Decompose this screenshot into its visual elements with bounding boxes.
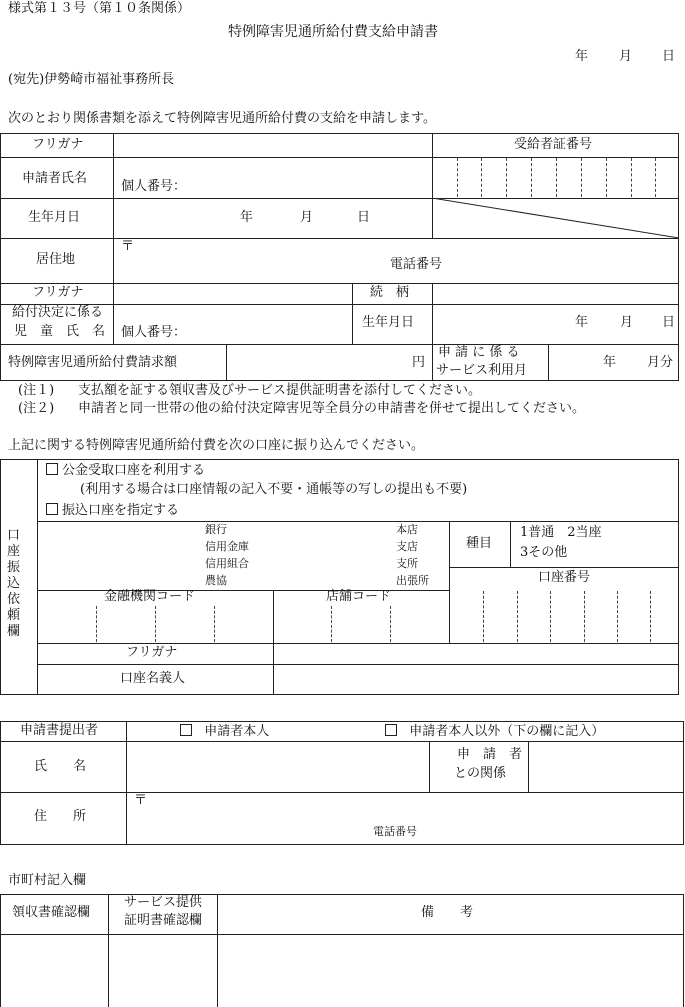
applicant-birth-label: 生年月日 (28, 210, 81, 225)
date-day: 日 (662, 49, 676, 64)
yen-unit: 円 (412, 355, 426, 370)
municipal-table (0, 894, 684, 1007)
branch-code-label: 店舗コード (326, 589, 392, 604)
relation-label-2: との関係 (454, 766, 507, 781)
branch-type-branch: 支店 (396, 540, 418, 553)
inst-type-nokyo: 農協 (205, 574, 227, 587)
date-year: 年 (575, 49, 589, 64)
submitter-self[interactable] (180, 724, 269, 740)
checkbox-submitter-self[interactable] (180, 724, 192, 736)
branch-type-head: 本店 (396, 523, 418, 536)
inst-type-bank: 銀行 (205, 523, 227, 536)
form-title: 特例障害児通所給付費支給申請書 (228, 24, 438, 40)
inst-type-shinkin: 信用金庫 (205, 540, 249, 553)
child-name-label-2: 児 童 氏 名 (14, 324, 106, 339)
addressee: (宛先)伊勢崎市福祉事務所長 (8, 72, 175, 87)
checkbox-submitter-other[interactable] (385, 724, 397, 736)
municipal-heading: 市町村記入欄 (8, 873, 87, 888)
intro-text: 次のとおり関係書類を添えて特例障害児通所給付費の支給を申請します。 (8, 111, 436, 126)
diagonal-strike (432, 198, 679, 238)
note-1-text: 支払額を証する領収書及びサービス提供証明書を添付してください。 (78, 383, 482, 398)
relation-label: 続 柄 (370, 285, 410, 300)
account-kind-options-2: 3その他 (520, 545, 568, 560)
service-cert-check-label-1: サービス提供 (124, 895, 203, 910)
applicant-birth-month: 月 (300, 210, 314, 225)
applicant-personal-no-label: 個人番号： (121, 179, 187, 194)
account-number-label: 口座番号 (538, 570, 591, 585)
opt-public-account-note: (利用する場合は口座情報の記入不要・通帳等の写しの提出も不要) (80, 482, 468, 497)
branch-type-sub: 支所 (396, 557, 418, 570)
submitter-self-label: 申請者本人 (204, 724, 270, 739)
note-1-mark: (注１) (18, 383, 55, 398)
opt-specified-account[interactable] (46, 503, 179, 519)
bank-intro: 上記に関する特例障害児通所給付費を次の口座に振り込んでください。 (8, 438, 425, 453)
service-month-label-1: 申 請 に 係 る (438, 345, 520, 360)
submitter-other[interactable] (385, 724, 604, 740)
child-birth-year: 年 (575, 315, 589, 330)
form-number: 様式第１３号（第１０条関係） (8, 1, 191, 16)
applicant-furigana-label: フリガナ (32, 137, 84, 152)
note-2-text: 申請者と同一世帯の他の給付決定障害児等全員分の申請書を併せて提出してください。 (78, 401, 586, 416)
opt-specified-account-label: 振込口座を指定する (62, 503, 180, 518)
applicant-birth-year: 年 (240, 210, 254, 225)
opt-public-account[interactable] (46, 463, 205, 479)
branch-type-office: 出張所 (396, 574, 429, 587)
applicant-name-label: 申請者氏名 (22, 171, 88, 186)
address-postal: 〒 (121, 239, 135, 254)
checkbox-public-account[interactable] (46, 463, 58, 475)
holder-label: 口座名義人 (120, 671, 186, 686)
note-2-mark: (注２) (18, 401, 55, 416)
bank-side-label: 口座振込依頼欄 (7, 528, 21, 639)
child-furigana-label: フリガナ (32, 285, 84, 300)
submitter-postal: 〒 (134, 793, 148, 808)
service-month-suffix: 月分 (647, 355, 674, 370)
submitter-address-label: 住 所 (34, 809, 87, 824)
service-month-label-2: サービス利用月 (436, 363, 528, 378)
relation-label-1: 申 請 者 (457, 747, 523, 762)
inst-type-kumiai: 信用組合 (205, 557, 249, 570)
address-label: 居住地 (36, 252, 76, 267)
service-cert-check-label-2: 証明書確認欄 (124, 913, 203, 928)
applicant-birth-day: 日 (357, 210, 371, 225)
submitter-name-label: 氏 名 (34, 759, 87, 774)
submitter-label: 申請書提出者 (20, 723, 99, 738)
child-birth-label: 生年月日 (362, 315, 415, 330)
claim-amount-label: 特例障害児通所給付費請求額 (8, 355, 178, 370)
child-birth-month: 月 (620, 315, 634, 330)
holder-furigana-label: フリガナ (126, 645, 178, 660)
address-phone-label: 電話番号 (390, 257, 443, 272)
date-month: 月 (619, 49, 633, 64)
checkbox-specified-account[interactable] (46, 503, 58, 515)
child-personal-no-label: 個人番号： (121, 325, 187, 340)
receipt-check-label: 領収書確認欄 (12, 905, 91, 920)
service-year: 年 (603, 355, 617, 370)
submitter-phone-label: 電話番号 (373, 825, 417, 838)
recipient-number-label: 受給者証番号 (514, 137, 593, 152)
submitter-other-label: 申請者本人以外（下の欄に記入） (409, 724, 605, 739)
child-birth-day: 日 (662, 315, 676, 330)
child-name-label-1: 給付決定に係る (12, 305, 104, 320)
account-kind-label: 種目 (466, 536, 493, 551)
opt-public-account-label: 公金受取口座を利用する (62, 463, 206, 478)
remarks-label: 備 考 (421, 905, 474, 920)
inst-code-label: 金融機関コード (104, 589, 196, 604)
account-kind-options-1: 1普通 2当座 (520, 525, 602, 540)
